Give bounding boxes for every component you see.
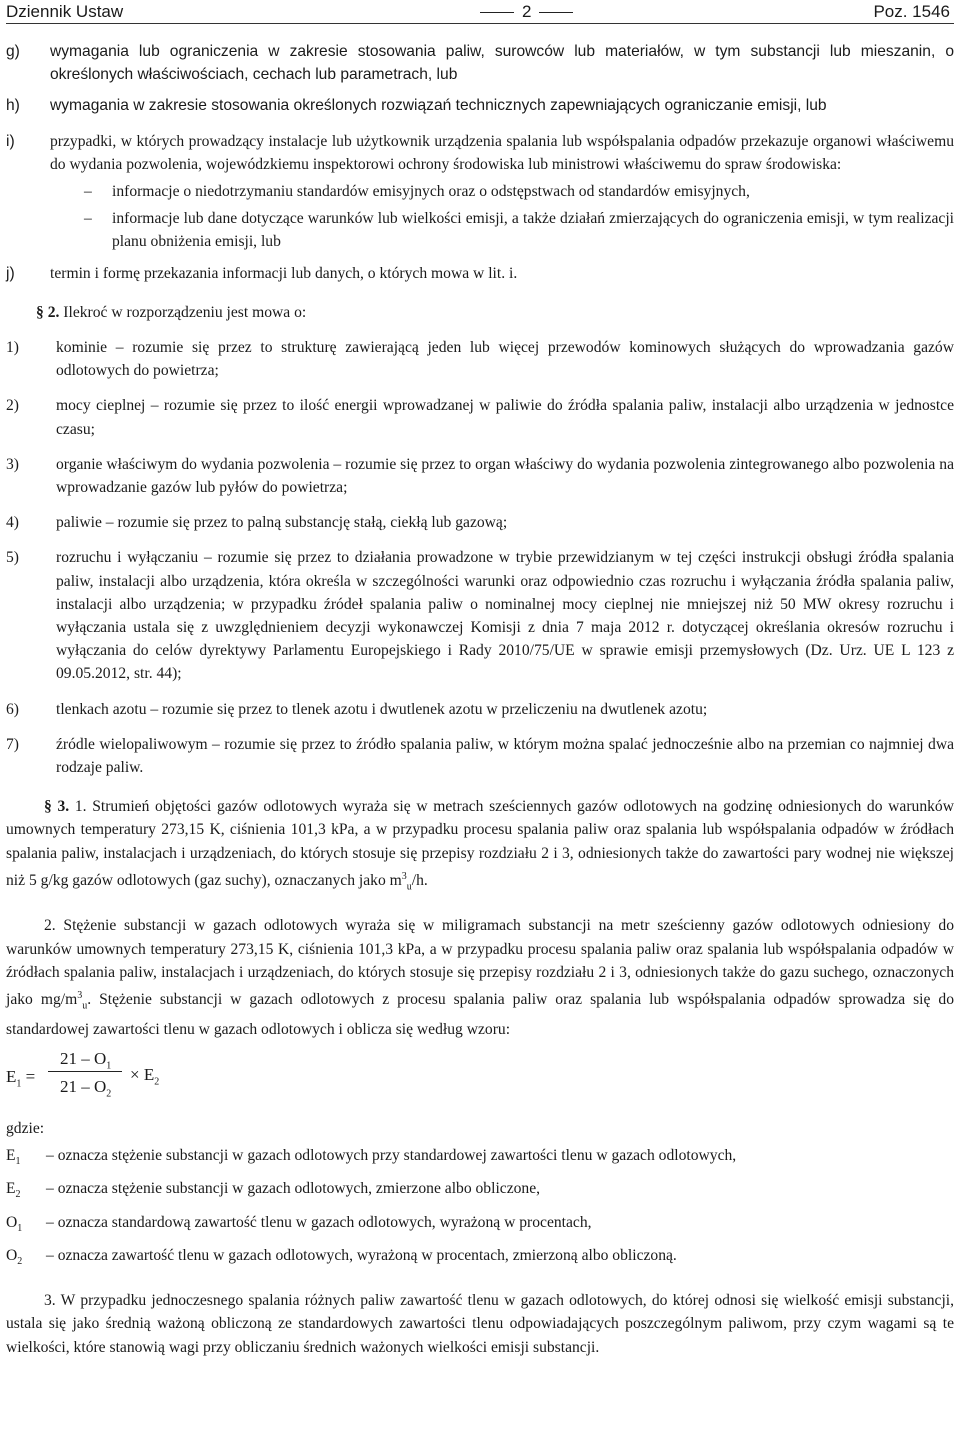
- definition-row: $E_2$ – oznacza stężenie substancji w gazach odlotowych, zmierzone albo obliczone,: [6, 1180, 541, 1201]
- list-item: 7) źródle wielopaliwowym – rozumie się przez to źródło spalania paliw, w którym można spalać jednocześnie albo na przemian co najmniej dwa rodzaje paliw.: [6, 735, 954, 777]
- where-label: gdzie:: [6, 1119, 45, 1137]
- dash-mark: –: [84, 183, 92, 201]
- item-text: przypadki, w których prowadzący instalacje lub użytkownik urządzenia spalania lub współspalania odpadów przekazuje organowi właściwemu do wydania pozwolenia, wojewódzkiemu inspektorowi ochrony środowiska lub ministrowi właściwemu do spraw środowiska:: [50, 132, 954, 173]
- section-2-heading: [6, 301, 954, 324]
- item-text: wymagania lub ograniczenia w zakresie stosowania paliw, surowców lub materiałów, w tym substancji lub mieszanin, o określonych właściwościach, cechach lub parametrach, lub: [50, 43, 954, 84]
- section-label: § 2.: [36, 303, 60, 321]
- section-3-paragraph-2: 2. Stężenie substancji w gazach odlotowych wyraża się w miligramach substancji na metr sześcienny gazów odlotowych odniesiony do warunków umownych temperatury 273,15 K, ciśnienia 101,3 kPa, a w przypadku procesu spalania paliw oraz spalania lub współspalania odpadów w źródłach spalania paliw, instalacjach i urządzeniach, do których stosuje się przepisy rozdziału 2 i 3, odniesionych także do gazu suchego, oznaczonych jako $mg/m^3_u$. Stężenie substancji w gazach odlotowych z procesu spalania paliw oraz spalania lub współspalania odpadów sprowadza się do standardowej zawartości tlenu w gazach odlotowych i oblicza się według wzoru:: [6, 917, 955, 1038]
- list-item: 6) tlenkach azotu – rozumie się przez to tlenek azotu i dwutlenek azotu w przeliczeniu na dwutlenek azotu;: [6, 700, 708, 718]
- page-number: 2: [472, 0, 581, 24]
- item-mark: h): [6, 97, 20, 115]
- list-item: 4) paliwie – rozumie się przez to palną substancję stałą, ciekłą lub gazową;: [6, 514, 508, 532]
- formula-denominator: $21 - O_2$: [60, 1076, 112, 1100]
- dash-text: informacje o niedotrzymaniu standardów emisyjnych oraz o odstępstwach od standardów emisyjnych,: [112, 183, 750, 201]
- list-item: 5) rozruchu i wyłączaniu – rozumie się przez to działania prowadzone w trybie przewidzianym w tej części instrukcji obsługi źródła spalania paliw, instalacji albo urządzenia, która określa w szczególności warunki oraz odpowiednio czas rozruchu i wyłączania źródła spalania paliw, instalacji albo urządzenia; w przypadku źródeł spalania paliw o nominalnej mocy cieplnej nie mniejszej niż 50 MW okresy rozruchu i wyłączania ustala się z uwzględnieniem decyzji wykonawczej Komisji z dnia 7 maja 2012 r. dotyczącej określania okresów rozruchu i wyłączania do celów dyrektywy Parlamentu Europejskiego i Rady 2010/75/UE w sprawie emisji przemysłowych (Dz. Urz. UE L 123 z 09.05.2012, str. 44);: [6, 549, 954, 683]
- list-item: 2) mocy cieplnej – rozumie się przez to ilość energii wprowadzanej w paliwie do źródła spalania paliw, instalacji albo urządzenia w jednostce czasu;: [6, 397, 954, 438]
- journal-title: Dziennik Ustaw: [6, 2, 124, 21]
- formula-lhs: $E_1$ =: [6, 1066, 36, 1090]
- item-mark: g): [6, 43, 20, 60]
- item-mark: j): [6, 264, 15, 282]
- page-header: [6, 0, 954, 24]
- list-item: 1) kominie – rozumie się przez to strukturę zawierającą jeden lub więcej przewodów kominowych służących do wprowadzania gazów odlotowych do powietrza;: [6, 339, 954, 380]
- formula-numerator: $21 - O_1$: [60, 1048, 112, 1072]
- symbol-definitions: [6, 1144, 954, 1273]
- list-item-g: [6, 40, 954, 86]
- list-item-j: [6, 262, 954, 285]
- dash-text: informacje lub dane dotyczące warunków lub wielkości emisji, a także działań zmierzających do ograniczenia emisji, w tym realizacji planu obniżenia emisji, lub: [112, 210, 954, 251]
- item-text: wymagania w zakresie stosowania określonych rozwiązań technicznych zapewniających ograniczanie emisji, lub: [50, 97, 827, 115]
- list-item-i: [6, 130, 954, 176]
- list-item-h: [6, 94, 954, 117]
- dash-item: [6, 207, 954, 253]
- section-intro: Ilekroć w rozporządzeniu jest mowa o:: [63, 303, 307, 321]
- oxygen-correction-formula: [6, 1047, 954, 1113]
- position-number: Poz. 1546: [873, 2, 950, 21]
- section-label: § 3.: [44, 798, 70, 816]
- definition-row: $E_1$ – oznacza stężenie substancji w gazach odlotowych przy standardowej zawartości tlenu w gazach odlotowych,: [6, 1146, 737, 1168]
- section-3-paragraph-3: 3. W przypadku jednoczesnego spalania różnych paliw zawartość tlenu w gazach odlotowych, do której odnosi się wielkość emisji substancji, ustala się jako średnią ważoną obliczoną ze standardowych zawartości tlenu odpowiadających poszczególnym paliwom, przy czym wagami są te wielkości, które stanowią wagi przy obliczaniu średnich ważonych wielkości emisji substancji.: [6, 1292, 955, 1356]
- list-item: 3) organie właściwym do wydania pozwolenia – rozumie się przez to organ właściwy do wydania pozwolenia zintegrowanego albo pozwolenia na wprowadzanie gazów lub pyłów do powietrza;: [6, 455, 954, 497]
- dash-mark: –: [84, 210, 92, 228]
- item-mark: i): [6, 132, 15, 150]
- definition-row: $O_1$ – oznacza standardową zawartość tlenu w gazach odlotowych, wyrażoną w procentach,: [6, 1213, 592, 1234]
- header-rule: [6, 23, 954, 24]
- definition-row: $O_2$ – oznacza zawartość tlenu w gazach odlotowych, wyrażoną w procentach, zmierzoną albo obliczoną.: [6, 1246, 677, 1267]
- definitions-list: [6, 336, 954, 779]
- dash-item: [6, 180, 954, 203]
- section-3-paragraph-1: § 3. 1. Strumień objętości gazów odlotowych wyraża się w metrach sześciennych gazów odlotowych na godzinę odniesionych do warunków umownych temperatury 273,15 K, ciśnienia 101,3 kPa, a w przypadku procesu spalania paliw oraz spalania lub współspalania odpadów w źródłach spalania paliw, instalacjach i urządzeniach, do których stosuje się przepisy rozdziału 2 i 3, odniesionych także do zawartości pary wodnej nie większej niż 5 g/kg gazów odlotowych (gaz suchy), oznaczanych jako $m^3_u/h$.: [6, 798, 954, 893]
- fraction-line: [48, 1071, 122, 1072]
- item-text: termin i formę przekazania informacji lub danych, o których mowa w lit. i.: [50, 264, 518, 282]
- formula-rhs: × $E_2$: [130, 1064, 160, 1088]
